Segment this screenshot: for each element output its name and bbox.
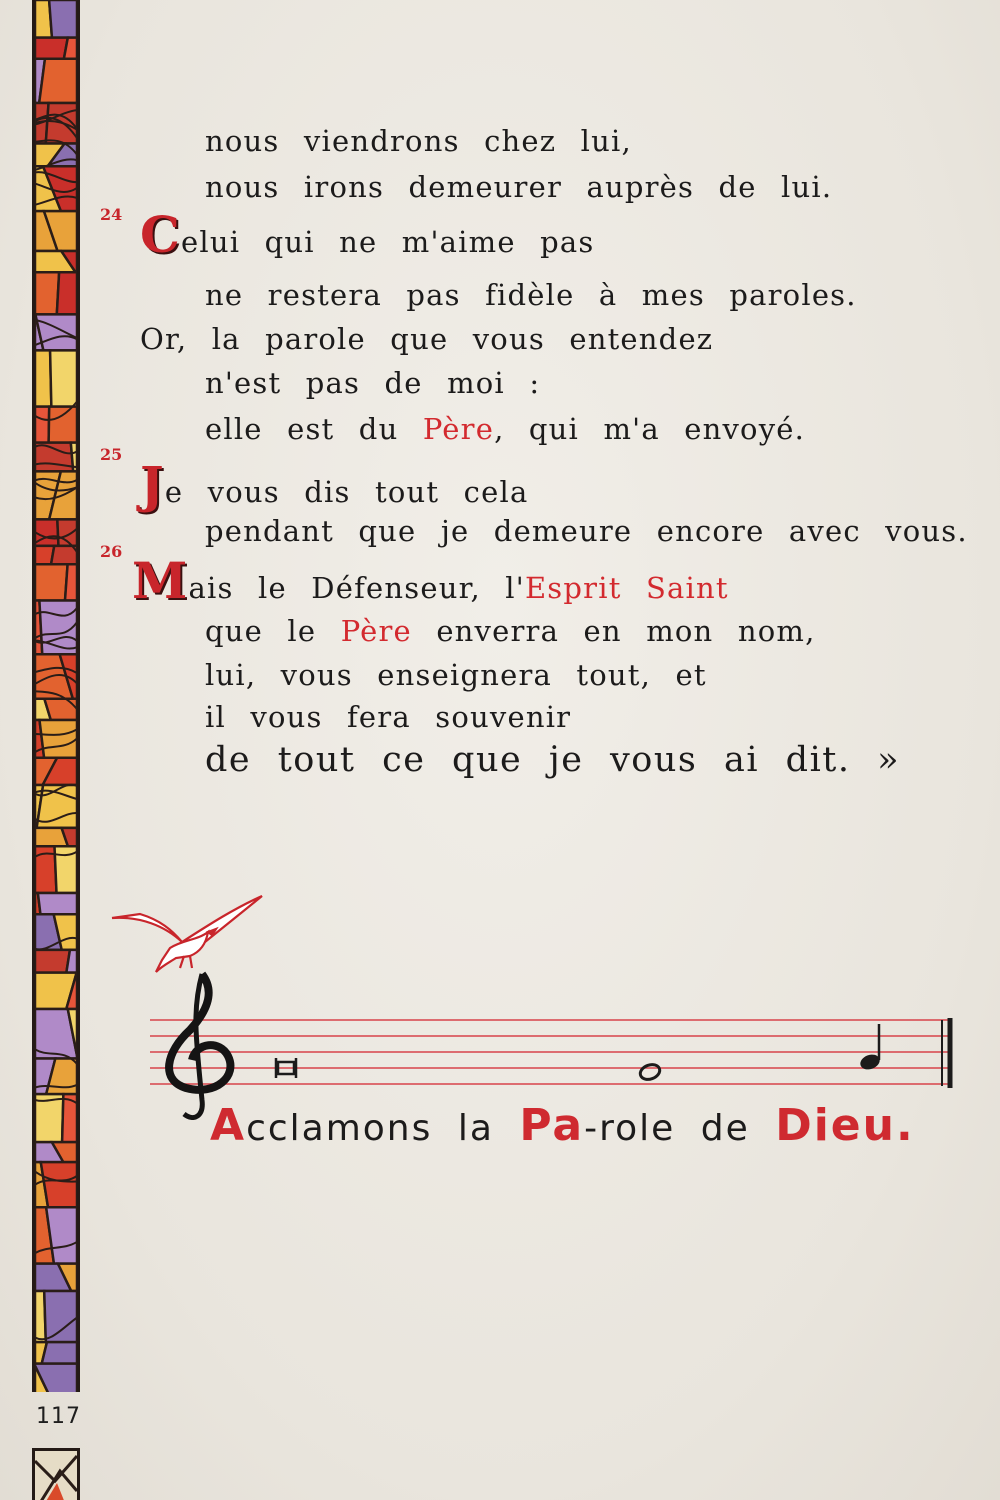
verse-number: 24 <box>100 205 123 224</box>
whole-note-icon <box>638 1062 662 1082</box>
rubric-word: Père <box>422 412 495 446</box>
text-line-content: elui qui ne m'aime pas <box>181 225 595 259</box>
text-line <box>140 205 595 264</box>
stained-glass-border <box>32 0 80 1392</box>
text-line <box>140 455 529 514</box>
page-number: 117 <box>36 1404 81 1429</box>
text-line: n'est pas de moi : <box>205 366 541 400</box>
dove-icon <box>112 896 262 972</box>
text-line-content: , qui m'a envoyé. <box>494 412 806 446</box>
text-line: il vous fera souvenir <box>205 700 572 734</box>
lyric-text: cclamons la <box>246 1108 494 1149</box>
treble-clef-icon <box>169 974 230 1118</box>
text-line: Or, la parole que vous entendez <box>140 322 714 356</box>
rubric-word: Père <box>340 614 412 648</box>
text-line: nous irons demeurer auprès de lui. <box>205 170 833 204</box>
lyric-text: . <box>895 1100 915 1151</box>
lyric-capital: Dieu <box>775 1100 896 1151</box>
lyric-text: -role de <box>584 1108 750 1149</box>
text-line-content: ais le Défenseur, l' <box>188 571 525 605</box>
verse-number: 26 <box>100 542 123 561</box>
drop-cap: M <box>132 551 189 610</box>
lyric-capital: A <box>210 1100 247 1151</box>
text-line: ne restera pas fidèle à mes paroles. <box>205 278 857 312</box>
text-line-content: enverra en mon nom, <box>436 614 816 648</box>
acclamation-lyrics <box>210 1100 915 1151</box>
text-line: lui, vous enseignera tout, et <box>205 658 707 692</box>
text-line <box>132 551 729 610</box>
drop-cap: J <box>140 455 165 514</box>
text-line-content: e vous dis tout cela <box>164 475 529 509</box>
quarter-note-icon <box>858 1024 882 1072</box>
stained-glass-border-fragment <box>32 1448 80 1500</box>
text-line-content: elle est du <box>205 412 399 446</box>
rubric-word: Esprit Saint <box>524 571 729 605</box>
text-line-content: que le <box>205 614 317 648</box>
text-line <box>205 614 816 648</box>
text-line: pendant que je demeure encore avec vous. <box>205 514 968 548</box>
drop-cap: C <box>140 205 181 264</box>
text-line <box>205 412 805 446</box>
verse-number: 25 <box>100 445 123 464</box>
text-line: nous viendrons chez lui, <box>205 124 632 158</box>
music-staff <box>110 890 960 1120</box>
text-line-final: de tout ce que je vous ai dit. » <box>205 740 901 780</box>
lyric-capital: Pa <box>519 1100 585 1151</box>
